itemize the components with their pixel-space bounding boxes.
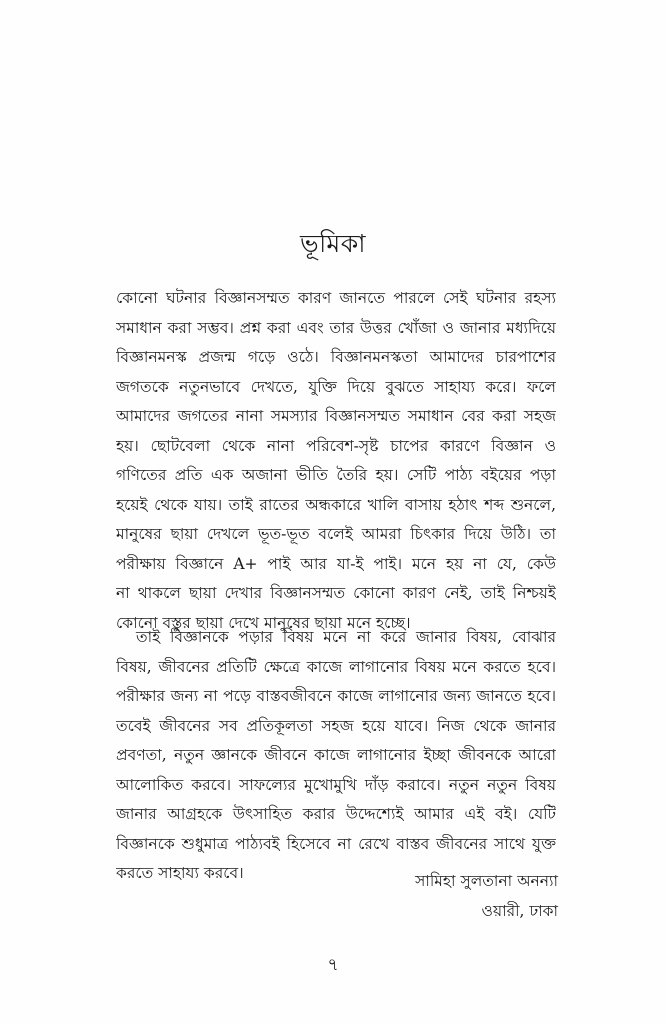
paragraph-line: করতে সাহায্য করবে। bbox=[116, 864, 244, 882]
paragraph-line: জগতকে নতুনভাবে দেখতে, যুক্তি দিয়ে বুঝতে সাহায্য করে। ফলে bbox=[116, 377, 556, 396]
paragraph-line: তবেই জীবনের সব প্রতিকূলতা সহজ হয়ে যাবে। নিজ থেকে জানার bbox=[116, 716, 556, 735]
paragraph-2 bbox=[116, 623, 556, 889]
paragraph-line: কোনো বস্তুর ছায়া দেখে মানুষের ছায়া মনে হচ্ছে। bbox=[116, 613, 411, 632]
paragraph-line: বিজ্ঞানমনস্ক প্রজন্ম গড়ে ওঠে। বিজ্ঞানমনস্কতা আমাদের চারপাশের bbox=[116, 348, 556, 366]
paragraph-line: মানুষের ছায়া দেখলে ভূত-ভূত বলেই আমরা চিৎকার দিয়ে উঠি। তা bbox=[116, 525, 556, 543]
signature-block bbox=[415, 866, 558, 926]
paragraph-line: পরীক্ষায় বিজ্ঞানে A+ পাই আর যা-ই পাই। মনে হয় না যে, কেউ bbox=[116, 554, 556, 573]
paragraph-line: হয়। ছোটবেলা থেকে নানা পরিবেশ-সৃষ্ট চাপের কারণে বিজ্ঞান ও bbox=[116, 436, 556, 455]
paragraph-line: পরীক্ষার জন্য না পড়ে বাস্তবজীবনে কাজে লাগানোর জন্য জানতে হবে। bbox=[116, 687, 556, 705]
paragraph-line: জানার আগ্রহকে উৎসাহিত করার উদ্দেশ্যেই আমার এই বই। যেটি bbox=[116, 805, 556, 823]
paragraph-line: না থাকলে ছায়া দেখার বিজ্ঞানসম্মত কোনো কারণ নেই, তাই নিশ্চয়ই bbox=[116, 584, 556, 602]
paragraph-line: কোনো ঘটনার বিজ্ঞানসম্মত কারণ জানতে পারলে সেই ঘটনার রহস্য bbox=[116, 289, 556, 307]
paragraph-line: গণিতের প্রতি এক অজানা ভীতি তৈরি হয়। সেটি পাঠ্য বইয়ের পড়া bbox=[116, 466, 556, 484]
paragraph-line: তাই বিজ্ঞানকে পড়ার বিষয় মনে না করে জানার বিষয়, বোঝার bbox=[136, 628, 556, 646]
paragraph-line: আলোকিত করবে। সাফল্যের মুখোমুখি দাঁড় করাবে। নতুন নতুন বিষয় bbox=[116, 775, 556, 794]
paragraph-line: সমাধান করা সম্ভব। প্রশ্ন করা এবং তার উত্তর খোঁজা ও জানার মধ্যদিয়ে bbox=[116, 318, 556, 337]
page-title: ভূমিকা bbox=[300, 229, 366, 258]
paragraph-1 bbox=[116, 284, 556, 638]
paragraph-line: আমাদের জগতের নানা সমস্যার বিজ্ঞানসম্মত সমাধান বের করা সহজ bbox=[116, 407, 556, 425]
author-name: সামিহা সুলতানা অনন্যা bbox=[415, 872, 558, 890]
author-location: ওয়ারী, ঢাকা bbox=[481, 902, 558, 920]
paragraph-line: হয়েই থেকে যায়। তাই রাতের অন্ধকারে খালি বাসায় হঠাৎ শব্দ শুনলে, bbox=[116, 495, 556, 514]
paragraph-line: প্রবণতা, নতুন জ্ঞানকে জীবনে কাজে লাগানোর ইচ্ছা জীবনকে আরো bbox=[116, 746, 556, 764]
paragraph-line: বিজ্ঞানকে শুধুমাত্র পাঠ্যবই হিসেবে না রেখে বাস্তব জীবনের সাথে যুক্ত bbox=[116, 834, 556, 853]
page-number: ৭ bbox=[327, 955, 339, 975]
paragraph-line: বিষয়, জীবনের প্রতিটি ক্ষেত্রে কাজে লাগানোর বিষয় মনে করতে হবে। bbox=[116, 657, 556, 676]
